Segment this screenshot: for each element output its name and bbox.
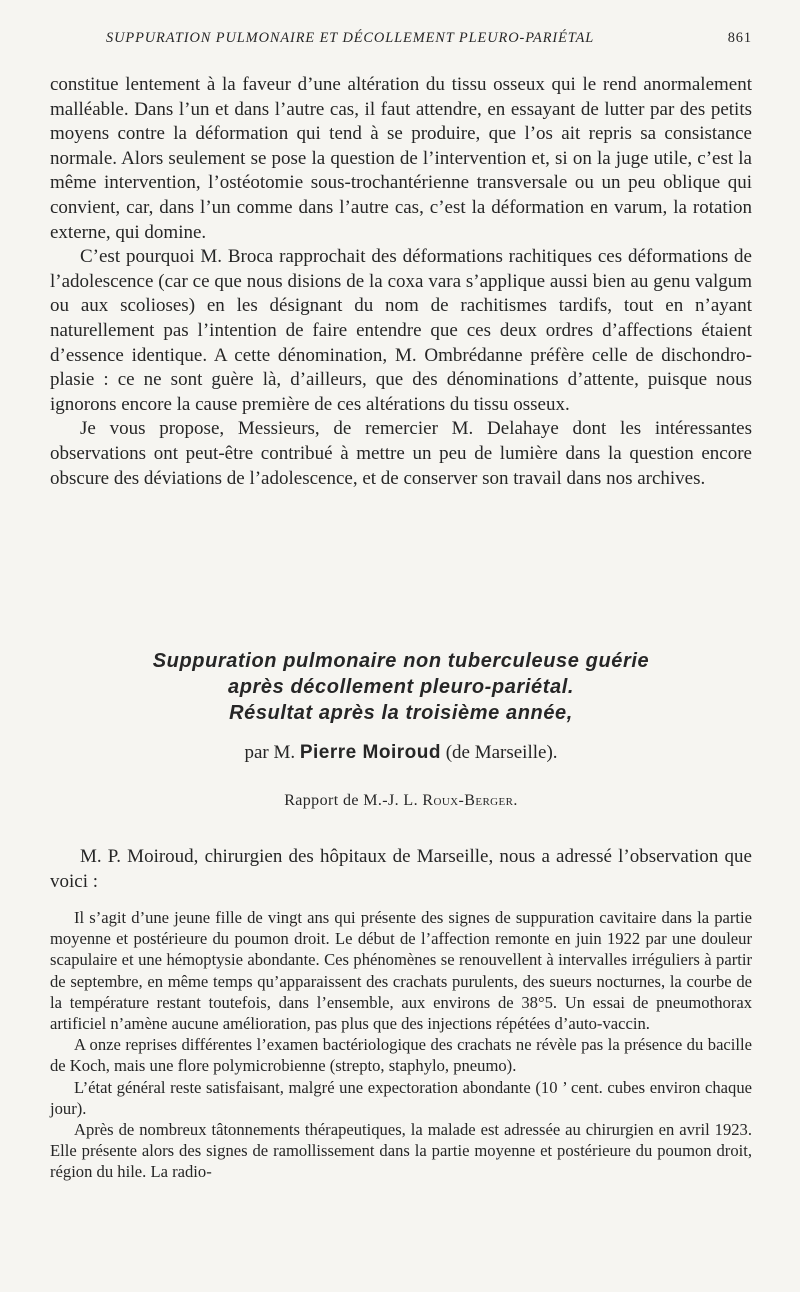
paragraph: Il s’agit d’une jeune fille de vingt ans qui présente des signes de suppuration cavitaire dans la partie moyenne et postérieure du poumon droit. Le début de l’affection remonte en juin 1922 par une douleur scapulaire et une hémoptysie abondante. Ces phénomènes se renouvellent à intervalles irréguliers à partir de septembre, en même temps qu’apparaissent des crachats purulents, des sueurs nocturnes, la courbe de la température restant toutefois, dans l’ensemble, aux environs de 38°5. Un essai de pneumothorax artificiel n’amène aucune amélioration, pas plus que des injections répétées d’auto-vaccin. <box>50 908 752 1034</box>
continued-text <box>50 73 752 491</box>
byline <box>50 740 752 766</box>
paragraph: C’est pourquoi M. Broca rapprochait des déformations rachitiques ces déformations de l’adolescence (car ce que nous disions de la coxa vara s’applique aussi bien au genu valgum ou aux scolioses) en les désignant du nom de rachitismes tardifs, tout en n’ayant naturellement pas l’intention de faire entendre que ces deux ordres d’affections étaient d’essence identique. A cette dénomination, M. Ombrédanne préfère celle de dischondroplasie : ce ne sont guère là, d’ailleurs, que des dénominations d’attente, puisque nous ignorons encore la cause première de ces altérations du tissu osseux. <box>50 246 752 415</box>
paragraph: A onze reprises différentes l’examen bactériologique des crachats ne révèle pas la présence du bacille de Koch, mais une flore polymicrobienne (strepto, staphylo, pneumo). <box>50 1035 752 1076</box>
running-header-title: SUPPURATION PULMONAIRE ET DÉCOLLEMENT PLEURO-PARIÉTAL <box>106 30 595 46</box>
report-line <box>50 790 752 812</box>
article-title <box>50 648 752 726</box>
paragraph: L’état général reste satisfaisant, malgré une expectoration abondante (10 ’ cent. cubes environ chaque jour). <box>50 1077 752 1118</box>
observation-text <box>50 907 752 1183</box>
document-page <box>50 0 752 1292</box>
paragraph: M. P. Moiroud, chirurgien des hôpitaux de Marseille, nous a adressé l’observation que voici : <box>50 846 752 892</box>
byline-prefix: par M. <box>244 742 296 763</box>
paragraph: Après de nombreux tâtonnements thérapeutiques, la malade est adressée au chirurgien en avril 1923. Elle présente alors des signes de ramollissement dans la partie moyenne et postérieure du poumon droit, région du hile. La radio- <box>50 1120 752 1182</box>
paragraph: Je vous propose, Messieurs, de remercier M. Delahaye dont les intéressantes observations ont peut-être contribué à mettre un peu de lumière dans la question encore obscure des déviations de l’adolescence, et de conserver son travail dans nos archives. <box>50 418 752 489</box>
byline-suffix: (de Marseille). <box>445 742 558 763</box>
report-author: Roux-Berger. <box>422 792 518 809</box>
article-title-line: Suppuration pulmonaire non tuberculeuse guérie <box>152 650 650 672</box>
report-prefix: Rapport de M.-J. L. <box>284 792 419 809</box>
author-name: Pierre Moiroud <box>299 742 441 763</box>
article-title-line: après décollement pleuro-pariétal. <box>227 676 575 698</box>
running-header <box>50 30 752 52</box>
paragraph: constitue lentement à la faveur d’une altération du tissu osseux qui le rend anormalement malléable. Dans l’un et dans l’autre cas, il faut attendre, en essayant de lutter par des petits moyens contre la déformation qui tend à se produire, que l’os ait repris sa consistance normale. Alors seulement se pose la question de l’intervention et, si on la juge utile, c’est la même intervention, l’ostéotomie sous-trochantérienne transversale ou un peu oblique qui convient, car, dans l’un comme dans l’autre cas, c’est la déformation en varum, la rotation externe, qui domine. <box>50 74 752 243</box>
intro-text <box>50 844 752 894</box>
page-number: 861 <box>727 30 752 46</box>
article-title-line: Résultat après la troisième année, <box>229 702 573 724</box>
